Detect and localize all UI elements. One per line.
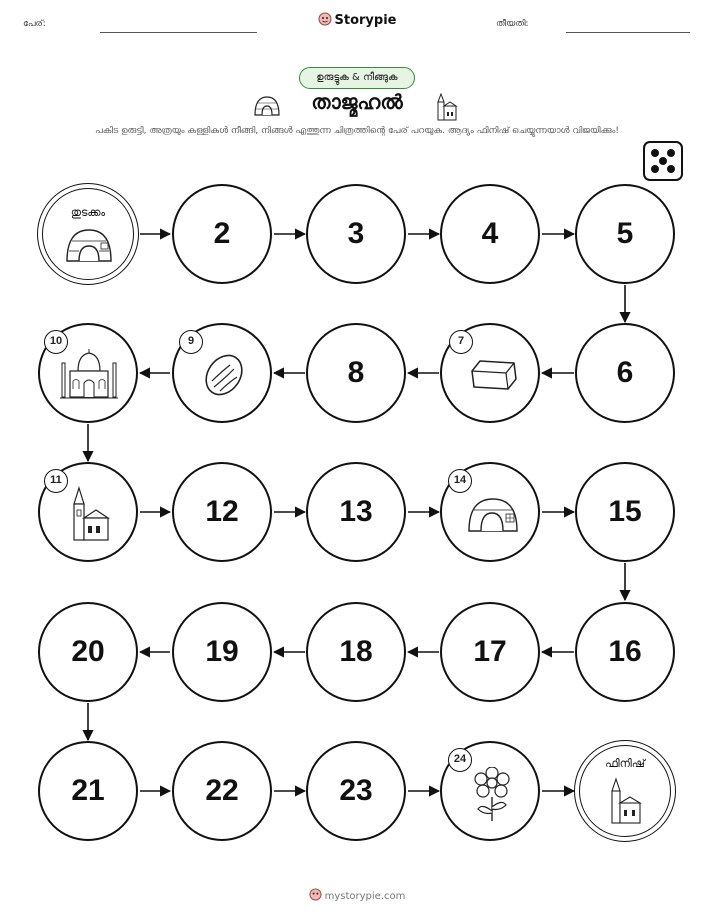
board-cell-20[interactable]: 20	[38, 602, 138, 702]
soap-icon	[466, 355, 520, 395]
start-cell[interactable]	[37, 183, 139, 285]
game-title: താജ്മഹൽ	[311, 90, 403, 114]
instructions: പകിട ഉരുട്ടി, അത്രയും കള്ളികൾ നീങ്ങി, നിങ്ങൾ എത്തുന്ന ചിത്രത്തിന്റെ പേര് പറയുക. ആദ്യം ഫിനിഷ് ചെയ്യുന്നയാൾ വിജയിക്കും!	[95, 126, 619, 136]
footer	[0, 888, 714, 902]
cell-badge: 24	[448, 748, 472, 772]
board-cell-4[interactable]: 4	[440, 184, 540, 284]
board-cell-3[interactable]: 3	[306, 184, 406, 284]
cell-badge: 11	[44, 469, 68, 493]
finish-label: ഫിനിഷ്	[605, 757, 645, 770]
start-label: തുടക്കം	[70, 206, 106, 219]
game-tag: ഉരുട്ടുക & നീങ്ങുക	[299, 67, 415, 89]
cell-badge: 14	[448, 469, 472, 493]
board-cell-22[interactable]: 22	[172, 741, 272, 841]
church-icon	[70, 486, 110, 544]
board-cell-8[interactable]: 8	[306, 323, 406, 423]
board-cell-6[interactable]: 6	[575, 323, 675, 423]
taj-mahal-icon	[60, 349, 118, 401]
stone-icon	[200, 351, 248, 399]
board-cell-16[interactable]: 16	[575, 602, 675, 702]
board-cell-23[interactable]: 23	[306, 741, 406, 841]
name-label: പേര്:	[23, 19, 46, 29]
board-cell-15[interactable]: 15	[575, 462, 675, 562]
board-cell-12[interactable]: 12	[172, 462, 272, 562]
board-cell-19[interactable]: 19	[172, 602, 272, 702]
finish-cell[interactable]	[574, 740, 676, 842]
cell-badge: 9	[179, 330, 203, 354]
cell-badge: 7	[449, 330, 473, 354]
storypie-logo-icon	[309, 888, 322, 901]
board-cell-2[interactable]: 2	[172, 184, 272, 284]
church-icon	[609, 777, 643, 825]
board-cell-13[interactable]: 13	[306, 462, 406, 562]
igloo-icon	[466, 496, 520, 534]
brand-name: Storypie	[334, 13, 397, 28]
board-cell-18[interactable]: 18	[306, 602, 406, 702]
date-label: തീയതി:	[496, 19, 529, 29]
board-cell-17[interactable]: 17	[440, 602, 540, 702]
flower-icon	[472, 767, 512, 823]
igloo-icon	[64, 226, 114, 264]
cell-badge: 10	[44, 330, 68, 354]
board-cell-5[interactable]: 5	[575, 184, 675, 284]
board-cell-21[interactable]: 21	[38, 741, 138, 841]
footer-url[interactable]: mystorypie.com	[324, 891, 406, 902]
